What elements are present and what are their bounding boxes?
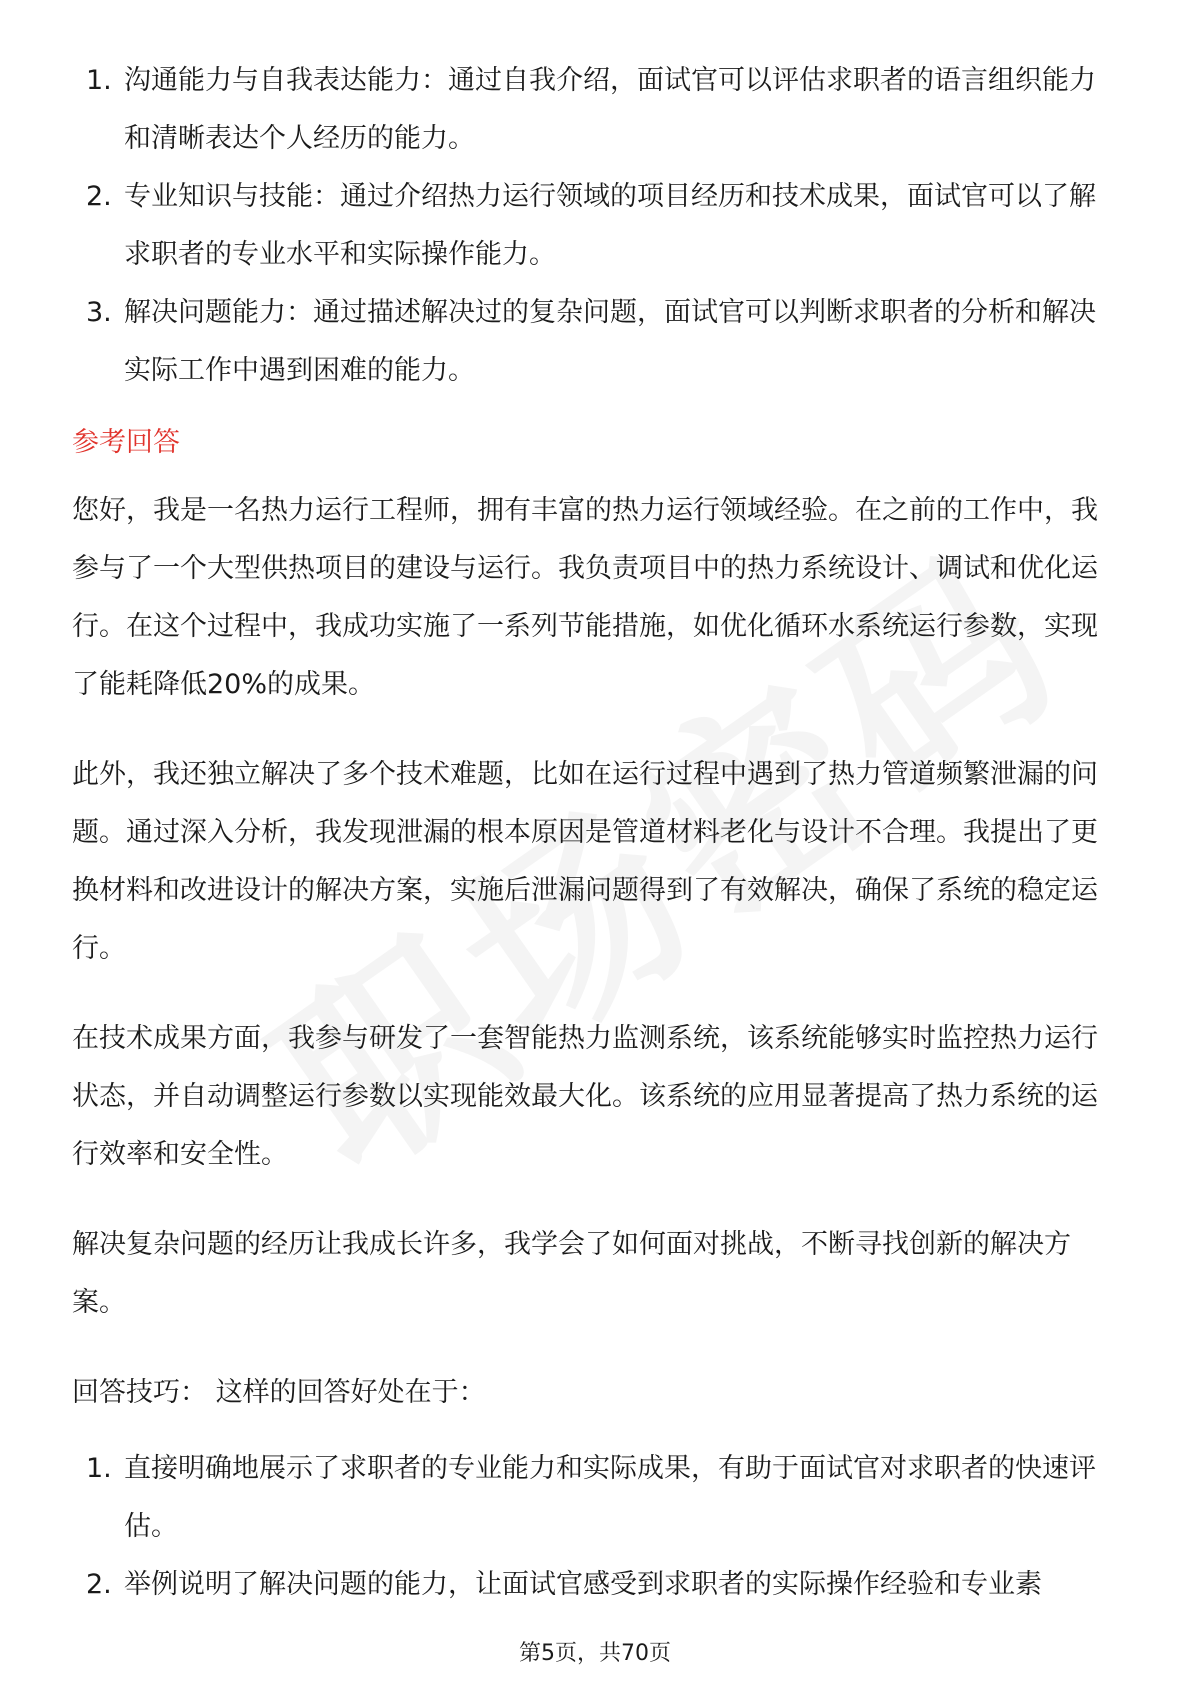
page-number-footer: 第5页，共70页 [519,1641,671,1666]
list-item [72,1556,1118,1614]
list-item [72,1440,1118,1556]
list-item [72,168,1118,284]
answer-paragraph: 解决复杂问题的经历让我成长许多，我学会了如何面对挑战，不断寻找创新的解决方案。 [72,1229,1071,1318]
list-item-text: 举例说明了解决问题的能力，让面试官感受到求职者的实际操作经验和专业素 [124,1569,1042,1600]
list-item-text: 直接明确地展示了求职者的专业能力和实际成果，有助于面试官对求职者的快速评估。 [124,1453,1096,1542]
list-item [72,52,1118,168]
answer-heading: 参考回答 [72,427,180,458]
intro-list [72,52,1118,400]
list-number: 2. [86,181,112,212]
list-number: 1. [86,1453,112,1484]
list-item-text: 沟通能力与自我表达能力：通过自我介绍，面试官可以评估求职者的语言组织能力和清晰表达个人经历的能力。 [124,65,1096,154]
answer-paragraph: 在技术成果方面，我参与研发了一套智能热力监测系统，该系统能够实时监控热力运行状态，并自动调整运行参数以实现能效最大化。该系统的应用显著提高了热力系统的运行效率和安全性。 [72,1023,1098,1170]
list-item-text: 解决问题能力：通过描述解决过的复杂问题，面试官可以判断求职者的分析和解决实际工作中遇到困难的能力。 [124,297,1096,386]
page-content [72,52,1118,1614]
answer-paragraph: 此外，我还独立解决了多个技术难题，比如在运行过程中遇到了热力管道频繁泄漏的问题。通过深入分析，我发现泄漏的根本原因是管道材料老化与设计不合理。我提出了更换材料和改进设计的解决方案，实施后泄漏问题得到了有效解决，确保了系统的稳定运行。 [72,759,1098,964]
answer-paragraph: 您好，我是一名热力运行工程师，拥有丰富的热力运行领域经验。在之前的工作中，我参与了一个大型供热项目的建设与运行。我负责项目中的热力系统设计、调试和优化运行。在这个过程中，我成功实施了一系列节能措施，如优化循环水系统运行参数，实现了能耗降低20%的成果。 [72,495,1098,700]
tips-heading: 回答技巧： 这样的回答好处在于： [72,1377,486,1408]
list-number: 1. [86,65,112,96]
list-item-text: 专业知识与技能：通过介绍热力运行领域的项目经历和技术成果，面试官可以了解求职者的专业水平和实际操作能力。 [124,181,1096,270]
list-item [72,284,1118,400]
list-number: 3. [86,297,112,328]
list-number: 2. [86,1569,112,1600]
tips-list [72,1440,1118,1614]
